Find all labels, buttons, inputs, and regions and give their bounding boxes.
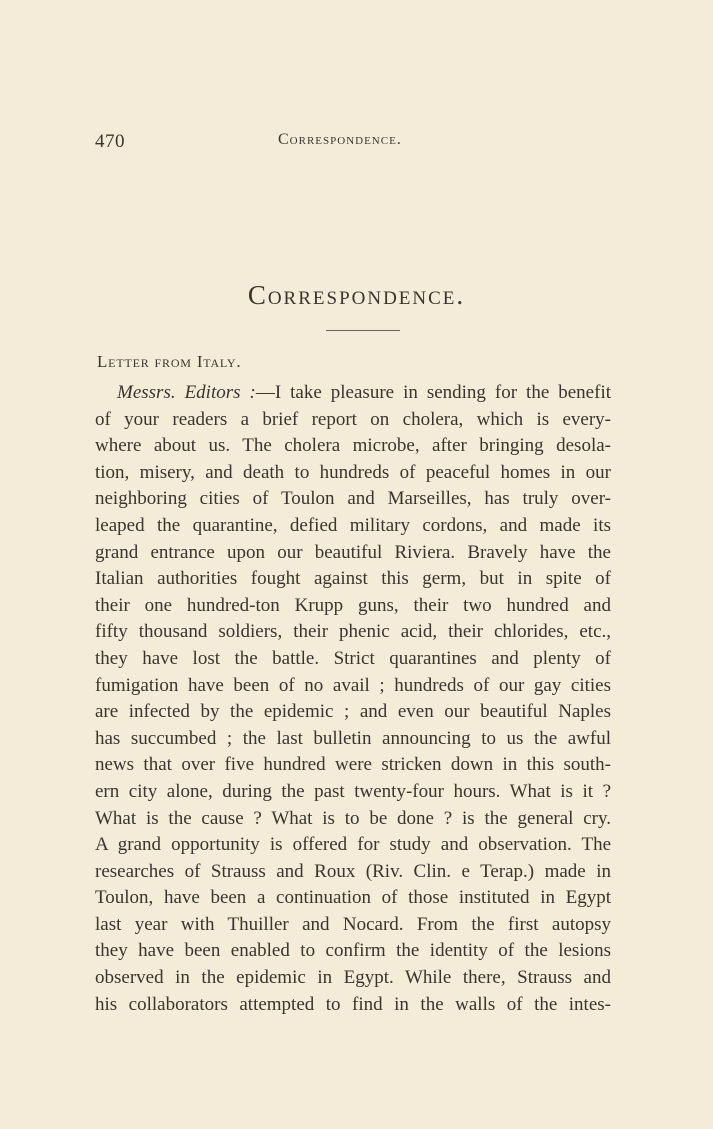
body-line: fumigation have been of no avail ; hundreds of our gay cities bbox=[95, 674, 611, 696]
body-line: their one hundred-ton Krupp guns, their two hundred and bbox=[95, 594, 611, 616]
body-line: researches of Strauss and Roux (Riv. Clin. e Terap.) made in bbox=[95, 860, 611, 882]
body-line: last year with Thuiller and Nocard. From the first autopsy bbox=[95, 913, 611, 935]
body-line: they have lost the battle. Strict quarantines and plenty of bbox=[95, 647, 611, 669]
section-heading: Letter from Italy. bbox=[97, 352, 242, 371]
running-head: Correspondence. bbox=[278, 131, 402, 148]
body-line: observed in the epidemic in Egypt. While there, Strauss and bbox=[95, 967, 611, 989]
body-line-text: —I take pleasure in sending for the benefit bbox=[255, 382, 611, 403]
title-rule bbox=[326, 330, 400, 331]
body-line: tion, misery, and death to hundreds of peaceful homes in our bbox=[95, 461, 611, 483]
body-line: ern city alone, during the past twenty-four hours. What is it ? bbox=[95, 780, 611, 802]
body-line: of your readers a brief report on cholera, which is every- bbox=[95, 408, 611, 430]
body-line: Italian authorities fought against this germ, but in spite of bbox=[95, 568, 611, 590]
page-title: Correspondence. bbox=[247, 280, 466, 310]
body-line: where about us. The cholera microbe, after bringing desola- bbox=[95, 435, 611, 457]
body-line: A grand opportunity is offered for study and observation. The bbox=[95, 834, 611, 856]
letter-body bbox=[95, 380, 611, 1018]
page-number: 470 bbox=[95, 131, 125, 152]
body-line: fifty thousand soldiers, their phenic acid, their chlorides, etc., bbox=[95, 621, 611, 643]
body-line: leaped the quarantine, defied military cordons, and made its bbox=[95, 514, 611, 536]
body-line: his collaborators attempted to find in the walls of the intes- bbox=[95, 993, 611, 1015]
body-line: news that over five hundred were stricken down in this south- bbox=[95, 754, 611, 776]
body-line: grand entrance upon our beautiful Riviera. Bravely have the bbox=[95, 541, 611, 563]
salutation: Messrs. Editors : bbox=[117, 382, 256, 403]
body-line: neighboring cities of Toulon and Marseilles, has truly over- bbox=[95, 488, 611, 510]
body-line: Toulon, have been a continuation of those instituted in Egypt bbox=[95, 887, 611, 909]
body-line: they have been enabled to confirm the identity of the lesions bbox=[95, 940, 611, 962]
body-line: are infected by the epidemic ; and even our beautiful Naples bbox=[95, 701, 611, 723]
body-line: has succumbed ; the last bulletin announcing to us the awful bbox=[95, 727, 611, 749]
body-line bbox=[95, 380, 611, 407]
body-line: What is the cause ? What is to be done ? is the general cry. bbox=[95, 807, 611, 829]
